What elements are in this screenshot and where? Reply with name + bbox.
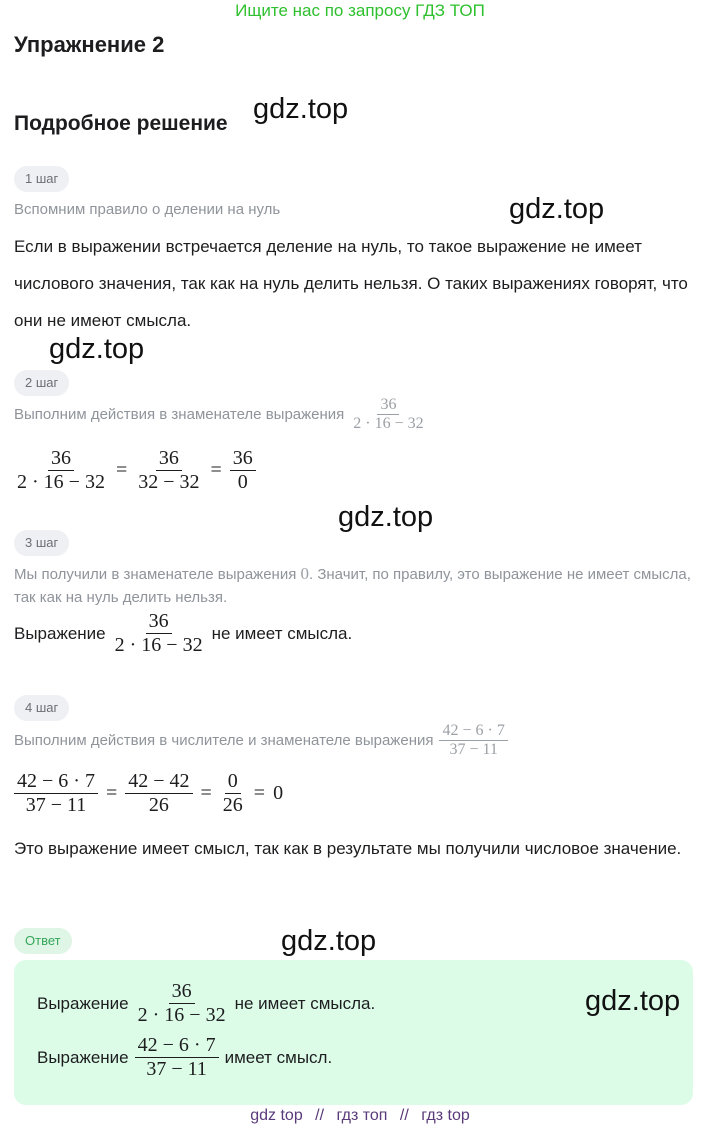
answer-line-1-post: не имеет смысла. [234, 993, 376, 1013]
fraction-denominator: 0 [237, 471, 248, 493]
fraction-denominator: 26 [148, 794, 169, 816]
step-3-text-pre: Выражение [14, 624, 106, 643]
answer-line-2-post: имеет смысл. [224, 1047, 333, 1067]
equals-sign: = [253, 782, 266, 804]
fraction-denominator: 2 · 16 − 32 [17, 471, 105, 493]
step-4-hint-text: Выполним действия в числителе и знаменателе выражения [14, 732, 434, 750]
fraction-numerator: 36 [230, 447, 256, 471]
watermark: gdz.top [509, 193, 605, 225]
answer-pill: Ответ [14, 928, 72, 954]
step-4-equation [14, 770, 283, 817]
fraction-denominator: 2 · 16 − 32 [114, 634, 203, 656]
footer-link[interactable]: gdz top [250, 1107, 303, 1124]
answer-line-2 [37, 1034, 332, 1081]
fraction-denominator: 2 · 16 − 32 [137, 1004, 226, 1026]
fraction-numerator: 36 [156, 447, 182, 471]
fraction-numerator: 36 [377, 396, 399, 415]
fraction-denominator: 26 [222, 794, 243, 816]
step-1-pill: 1 шаг [14, 166, 69, 192]
answer-line-2-pre: Выражение [37, 1047, 129, 1067]
fraction-denominator: 37 − 11 [25, 794, 87, 816]
fraction-denominator: 37 − 11 [449, 741, 498, 759]
step-3-fraction [112, 610, 206, 657]
fraction-denominator: 32 − 32 [138, 471, 200, 493]
answer-line-1-fraction [135, 980, 229, 1027]
fraction-term [125, 770, 192, 817]
step-1-text: Если в выражении встречается деление на нуль, то такое выражение не имеет числового значения, так как на нуль делить нельзя. О таких выражениях говорят, что они не имеют смысла. [14, 237, 688, 330]
fraction-term [14, 447, 108, 494]
answer-line-1 [37, 980, 375, 1027]
fraction-term [135, 447, 202, 494]
footer-link[interactable]: гдз top [421, 1107, 470, 1124]
fraction-numerator: 42 − 6 · 7 [14, 770, 98, 794]
footer-link[interactable]: гдз топ [336, 1107, 388, 1124]
step-3-pill: 3 шаг [14, 530, 69, 556]
watermark: gdz.top [585, 985, 681, 1017]
watermark: gdz.top [253, 93, 349, 125]
step-2-hint [14, 396, 427, 434]
step-3-conclusion [14, 610, 352, 657]
step-2-equation [14, 447, 256, 494]
watermark: gdz.top [281, 925, 377, 957]
fraction-numerator: 42 − 6 · 7 [135, 1034, 219, 1058]
step-4-pill: 4 шаг [14, 695, 69, 721]
fraction-numerator: 36 [169, 980, 195, 1004]
equals-sign: = [115, 459, 128, 481]
step-3-hint-text: Мы получили в знаменателе выражения [14, 566, 297, 583]
fraction-term [220, 770, 246, 817]
fraction-denominator: 37 − 11 [146, 1058, 207, 1080]
step-2-hint-fraction [350, 396, 426, 434]
step-2-pill: 2 шаг [14, 370, 69, 396]
watermark: gdz.top [49, 333, 145, 365]
equals-sign: = [105, 782, 118, 804]
fraction-numerator: 0 [225, 770, 241, 794]
result-value: 0 [273, 782, 284, 804]
step-3-hint [14, 562, 704, 609]
fraction-term [230, 447, 256, 494]
footer [0, 1107, 720, 1125]
equals-sign: = [200, 782, 212, 804]
fraction-numerator: 42 − 42 [125, 770, 192, 794]
fraction-denominator: 2 · 16 − 32 [353, 415, 424, 433]
step-3-hint-zero: 0 [300, 564, 309, 583]
footer-separator: // [315, 1107, 325, 1124]
answer-line-1-pre: Выражение [37, 993, 129, 1013]
equals-sign: = [210, 459, 222, 481]
step-3-hint-text-rest: . Значит, по правилу, это выражение не имеет смысла, так как на нуль делить нельзя. [14, 566, 691, 606]
step-4-text: Это выражение имеет смысл, так как в результате мы получили числовое значение. [14, 839, 682, 858]
fraction-numerator: 36 [146, 610, 172, 634]
step-2-hint-text: Выполним действия в знаменателе выражения [14, 406, 345, 424]
solution-title: Подробное решение [14, 112, 228, 135]
top-banner: Ищите нас по запросу ГДЗ ТОП [235, 1, 485, 20]
step-1-hint: Вспомним правило о делении на нуль [14, 201, 281, 218]
step-4-hint-fraction [439, 722, 507, 760]
exercise-title: Упражнение 2 [14, 32, 165, 57]
step-3-text-post: не имеет смысла. [211, 624, 353, 643]
footer-separator: // [399, 1107, 409, 1124]
fraction-numerator: 42 − 6 · 7 [439, 722, 507, 741]
fraction-term [14, 770, 98, 817]
watermark: gdz.top [338, 501, 434, 533]
fraction-numerator: 36 [48, 447, 74, 471]
answer-line-2-fraction [135, 1034, 219, 1081]
step-4-hint [14, 722, 508, 760]
